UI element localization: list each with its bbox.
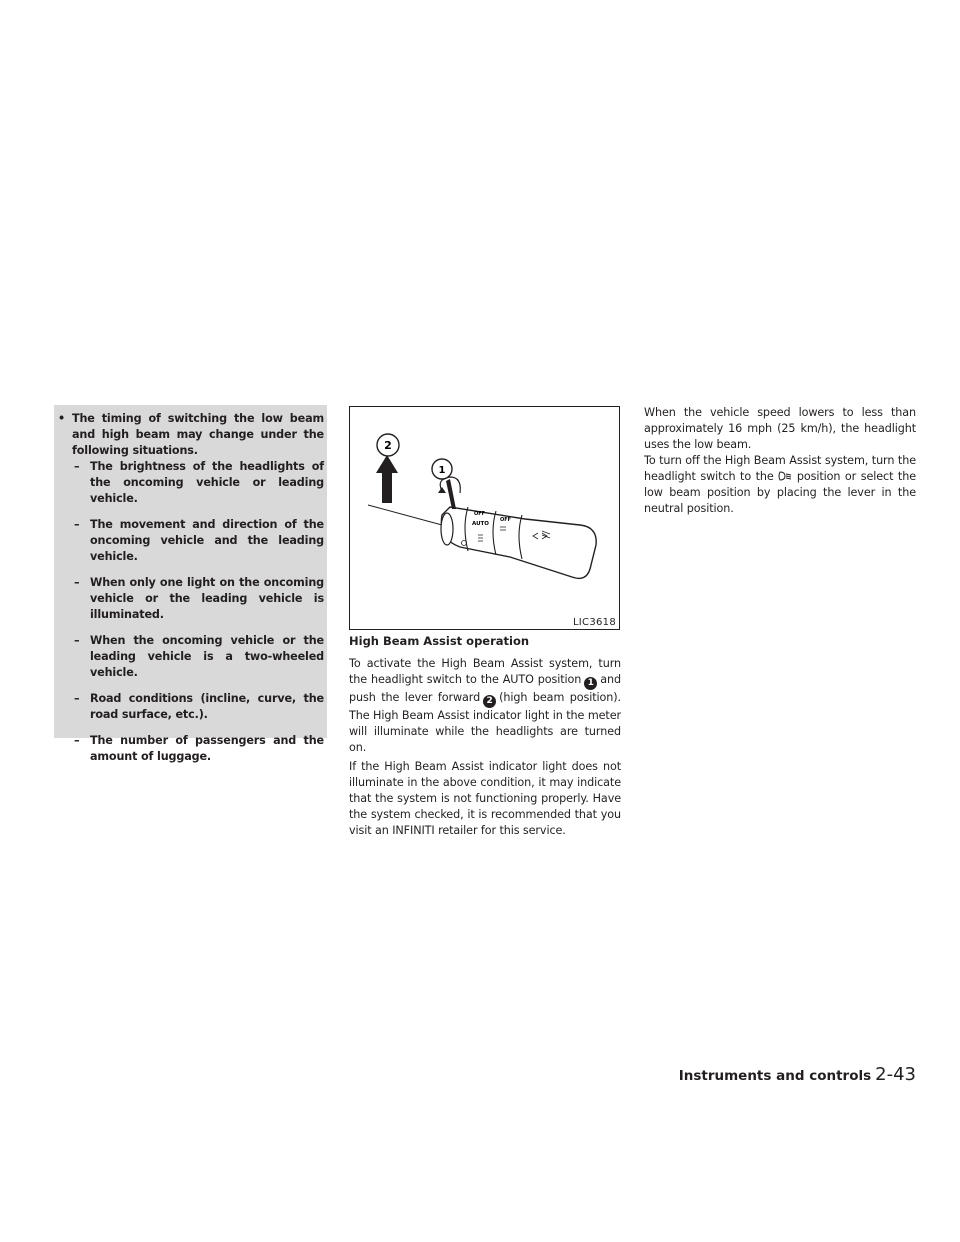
list-item: – When the oncoming vehicle or the leading vehicle is a two-wheeled vehicle. <box>74 634 324 679</box>
marker-1-icon: 1 <box>584 677 597 690</box>
bullet-symbol: • <box>58 412 66 425</box>
lever-illustration <box>349 406 620 630</box>
svg-text:1: 1 <box>438 465 446 476</box>
switch-label-auto: AUTO <box>472 521 489 527</box>
section-heading: High Beam Assist operation <box>349 634 530 648</box>
svg-text:2: 2 <box>384 439 392 452</box>
switch-label-off: OFF <box>474 511 486 517</box>
note-bullet <box>58 411 324 459</box>
list-item: – When only one light on the oncoming vehicle or the leading vehicle is illuminated. <box>74 576 324 621</box>
note-bullet-text: The timing of switching the low beam and high beam may change under the following situations. <box>72 412 324 457</box>
low-beam-paragraph: When the vehicle speed lowers to less than approximately 16 mph (25 km/h), the headlight uses the low beam. <box>644 406 916 451</box>
turn-off-paragraph: To turn off the High Beam Assist system, turn the headlight switch to the position or select the low beam position by placing the lever in the neutral position. <box>644 454 916 515</box>
switch-label-off-2: OFF <box>500 517 512 523</box>
list-item: – Road conditions (incline, curve, the road surface, etc.). <box>74 692 324 721</box>
headlight-lever-drawing <box>350 407 619 629</box>
activation-paragraph: To activate the High Beam Assist system, turn the headlight switch to the AUTO position 1 and push the lever forward 2 (high beam position). The High Beam Assist indicator light in the meter will illuminate while the headlights are turned on. <box>349 657 621 754</box>
marker-2-icon: 2 <box>483 695 496 708</box>
list-item: – The number of passengers and the amount of luggage. <box>74 734 324 763</box>
page-number: 2-43 <box>875 1064 916 1085</box>
footer-section-title: Instruments and controls <box>678 1068 872 1084</box>
push-forward-arrow-icon <box>376 455 398 503</box>
figure-code: LIC3618 <box>572 617 616 628</box>
list-item: – The brightness of the headlights of the oncoming vehicle or leading vehicle. <box>74 460 324 505</box>
indicator-paragraph: If the High Beam Assist indicator light does not illuminate in the above condition, it may indicate that the system is not functioning properly. Have the system checked, it is recommended that you visit an INFINITI retailer for this service. <box>349 760 621 837</box>
list-item: – The movement and direction of the oncoming vehicle and the leading vehicle. <box>74 518 324 563</box>
page-footer <box>679 1064 916 1085</box>
low-beam-icon <box>778 471 792 481</box>
